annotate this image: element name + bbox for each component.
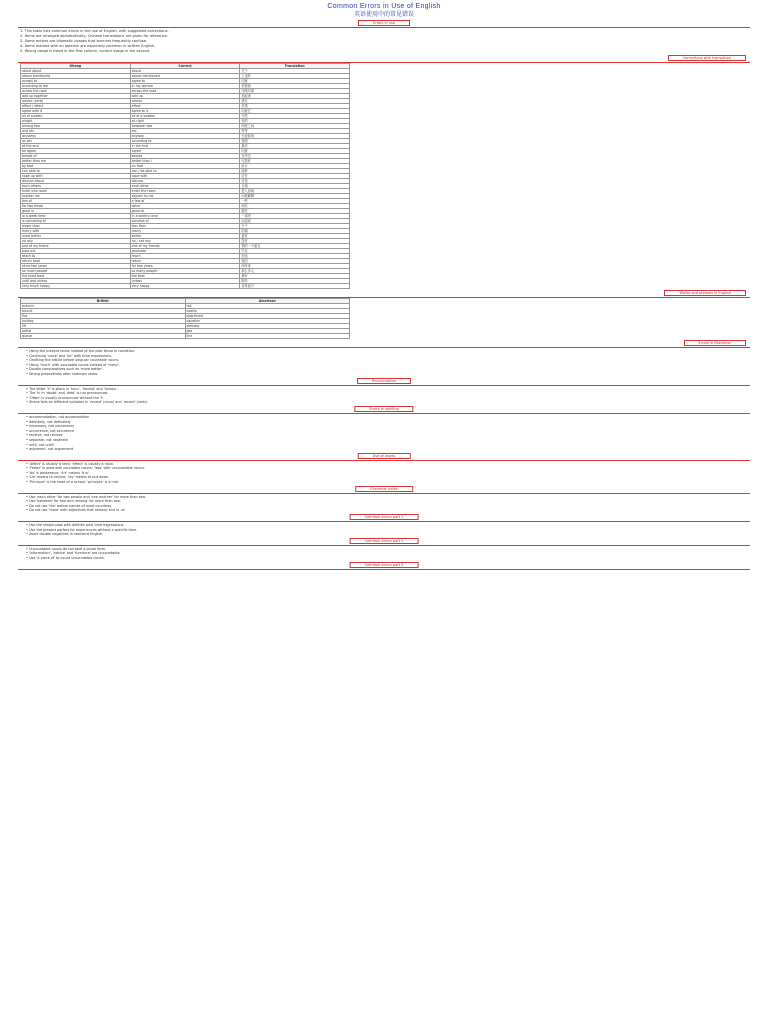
list-item: • 'Lie' means to recline; 'lay' means to put down. (26, 475, 744, 480)
document-subtitle: 英语使用中的常见错误 (353, 11, 414, 18)
table-cell: 突然 (240, 114, 350, 119)
table-cell: explain to me (130, 194, 240, 199)
table-cell: graduate (130, 249, 240, 254)
document-title: Common Errors in Use of English (327, 3, 441, 10)
table-cell: 向我解释 (240, 194, 350, 199)
notes-list (26, 547, 744, 561)
section-label: Errors in spelling (354, 406, 413, 412)
errors-table (20, 63, 350, 289)
table-cell: cope with (130, 174, 240, 179)
list-item: • Confusing 'since' and 'for' with time expressions. (26, 354, 744, 359)
list-item: • Uncountable nouns do not take a plural form. (26, 547, 744, 552)
intro-line: 4. Items marked with an asterisk are especially common in written English. (20, 44, 156, 48)
usage-table (20, 298, 350, 339)
section-label: Common errors part 2 (350, 538, 419, 544)
table-cell: agree (130, 149, 240, 154)
section-bar-part3 (18, 562, 750, 570)
table-cell: 等等 (240, 129, 350, 134)
table-cell: cope up with (21, 174, 131, 179)
section-bar-errors (18, 20, 750, 28)
table-cell: good in (21, 209, 131, 214)
table-cell: accept to (21, 79, 131, 84)
list-item: • Use 'between' for two and 'among' for more than two. (26, 499, 744, 504)
list-item: • Do not use 'more' with adjectives that already end in -er. (26, 508, 744, 513)
table-cell: in a week's time (130, 214, 240, 219)
table-cell: few of (21, 199, 131, 204)
table-cell: no any (21, 239, 131, 244)
table-cell: 少于 (240, 224, 350, 229)
table-cell: elevator (185, 324, 350, 329)
table-cell: very much happy (21, 284, 131, 289)
table-cell: anyways (21, 134, 131, 139)
spelling-list (26, 415, 744, 452)
table-cell: twice (130, 204, 240, 209)
column-header: Translation (240, 64, 350, 69)
list-item: • occurrence, not occurence (26, 429, 744, 434)
table-cell: enter into room (21, 189, 131, 194)
list-item: • Use 'a piece of' to count uncountable nouns. (26, 556, 744, 561)
section-label: Common errors part 1 (350, 514, 419, 520)
table-cell: on foot (130, 164, 240, 169)
table-cell: each other (130, 184, 240, 189)
table-cell: gas (185, 329, 350, 334)
table-cell: reach to (21, 254, 131, 259)
table-cell: 上述的 (240, 74, 350, 79)
table-cell: autumn (21, 304, 186, 309)
table-cell: add up together (21, 94, 131, 99)
table-cell: according to (130, 139, 240, 144)
table-cell: 好的 (240, 119, 350, 124)
section-label: Pronunciation (357, 378, 411, 384)
table-cell: agree to (130, 79, 240, 84)
table-cell: 同意 (240, 79, 350, 84)
section-label: Corrections with translation (668, 55, 746, 61)
table-cell: explain me (21, 194, 131, 199)
notes-list (26, 495, 744, 513)
column-header: Wrong (21, 64, 131, 69)
table-cell: so much people (21, 269, 131, 274)
table-cell: return back (21, 259, 131, 264)
table-cell: discuss (130, 179, 240, 184)
section-bar-pronunciation (18, 378, 750, 386)
table-cell: between two (130, 124, 240, 129)
table-cell: etc. (130, 129, 240, 134)
table-cell: advice (verb) (21, 99, 131, 104)
table-cell: line (185, 334, 350, 339)
column-header: American (185, 299, 350, 304)
table-cell: all of sudden (21, 114, 131, 119)
table-cell: 能够 (240, 169, 350, 174)
list-item: • until, not untill (26, 443, 744, 448)
table-cell: 那么多人 (240, 269, 350, 274)
table-cell: discuss about (21, 179, 131, 184)
table-cell: a few of (130, 199, 240, 204)
table-cell: in a week time (21, 214, 131, 219)
table-cell: effect (130, 104, 240, 109)
document-header (0, 0, 768, 19)
table-cell: better than I (130, 159, 240, 164)
table-cell: biscuit (21, 309, 186, 314)
section-bar-notes (18, 486, 750, 494)
pronunciation-list (26, 387, 744, 405)
table-cell: 关于 (240, 69, 350, 74)
list-item: • Stress falls on different syllables in 'record' (noun) and 'record' (verb). (26, 400, 744, 405)
table-cell: 到达 (240, 254, 350, 259)
table-cell: 没有 (240, 239, 350, 244)
table-cell: lift (21, 324, 186, 329)
list-item: • argument, not arguement (26, 447, 744, 452)
section-bar-use-of-words (18, 453, 750, 461)
table-cell: 毕业 (240, 249, 350, 254)
table-header-row (21, 64, 350, 69)
table-cell: 步行 (240, 164, 350, 169)
table-cell: can / be able to (130, 169, 240, 174)
table-cell: be agree (21, 149, 131, 154)
table-cell: agree to it (130, 109, 240, 114)
words-list (26, 462, 744, 485)
section-bar-words (18, 290, 750, 298)
table-row (21, 334, 350, 339)
table-cell: across the road (130, 89, 240, 94)
table-cell: 按照 (240, 139, 350, 144)
list-item: • Using 'much' with countable nouns instead of 'many'. (26, 363, 744, 368)
table-cell: petrol (21, 329, 186, 334)
table-cell: beside of (21, 154, 131, 159)
section-label: Common errors part 3 (350, 562, 419, 568)
table-cell: beside (130, 154, 240, 159)
table-cell: 我的一个朋友 (240, 244, 350, 249)
table-cell: 进入房间 (240, 189, 350, 194)
table-cell: consists of (130, 219, 240, 224)
table-cell: 同意它 (240, 109, 350, 114)
list-item: • Using the present tense instead of the past tense in narration. (26, 349, 744, 354)
table-cell: fall (185, 304, 350, 309)
list-item: • necessary, not neccessary (26, 424, 744, 429)
table-cell: one of my friend (21, 244, 131, 249)
list-item: • separate, not seperate (26, 438, 744, 443)
column-header: British (21, 299, 186, 304)
table-cell: since two years (21, 264, 131, 269)
list-item: • The 'b' in 'doubt' and 'debt' is not pronounced. (26, 391, 744, 396)
table-cell: 互相 (240, 184, 350, 189)
intro-line: 2. Items are arranged alphabetically; Chinese translations are given for reference. (20, 34, 168, 38)
table-cell: 非常高兴 (240, 284, 350, 289)
table-cell: 返回 (240, 259, 350, 264)
table-cell: pass out (21, 249, 131, 254)
notes-list (26, 523, 744, 537)
table-cell: about (130, 69, 240, 74)
list-item: • definitely, not definately (26, 420, 744, 425)
list-item: • Avoid double negatives in standard English. (26, 532, 744, 537)
list-item: • 'Information', 'advice' and 'furniture' are uncountable. (26, 551, 744, 556)
table-cell: in my opinion (130, 84, 240, 89)
list-item: • Use 'each other' for two people and 'one another' for more than two. (26, 495, 744, 500)
table-cell: 无论如何 (240, 134, 350, 139)
table-cell: reach (130, 254, 240, 259)
table-cell: add up (130, 94, 240, 99)
table-cell: affect / effect (21, 104, 131, 109)
table-cell: apartment (185, 314, 350, 319)
table-cell: 应付 (240, 174, 350, 179)
table-cell: queue (21, 334, 186, 339)
table-row (21, 284, 350, 289)
table-cell: 结婚 (240, 229, 350, 234)
table-cell: 效果 (240, 104, 350, 109)
table-cell: 一周内 (240, 214, 350, 219)
table-cell: 除非 (240, 279, 350, 284)
table-cell: 两者之间 (240, 124, 350, 129)
list-item: • Use the simple past with definite past time expressions. (26, 523, 744, 528)
grammar-list (26, 349, 744, 377)
table-cell: 依我看 (240, 84, 350, 89)
table-cell: the best (130, 274, 240, 279)
table-cell: among two (21, 124, 131, 129)
table-cell: anyway (130, 134, 240, 139)
list-item: • Omitting the article before singular countable nouns. (26, 358, 744, 363)
section-label: Errors in Grammar (684, 340, 746, 346)
table-cell: 建议 (240, 99, 350, 104)
table-cell: flat (21, 314, 186, 319)
table-cell: is consisting of (21, 219, 131, 224)
table-cell: 同意 (240, 149, 350, 154)
table-cell: so many people (130, 269, 240, 274)
intro-line: 3. Some entries are idiomatic usages that learners frequently confuse. (20, 39, 148, 43)
list-item: • 'Fewer' is used with countable nouns; 'less' with uncountable nouns. (26, 466, 744, 471)
table-cell: each others (21, 184, 131, 189)
table-cell: 在旁边 (240, 154, 350, 159)
table-cell: agree with it (21, 109, 131, 114)
list-item: • 'Its' is possessive; 'it's' means 'it is'. (26, 471, 744, 476)
section-label: Words and phrases in English (664, 290, 746, 296)
section-label: Use of words (358, 453, 411, 459)
section-bar-corrections (18, 55, 750, 63)
list-item: • 'Often' is usually pronounced without the 't'. (26, 396, 744, 401)
list-item: • Double comparatives such as 'more better'. (26, 367, 744, 372)
list-item: • accommodation, not accomodation (26, 415, 744, 420)
table-cell: 加起来 (240, 94, 350, 99)
column-header: Correct (130, 64, 240, 69)
table-cell: marry with (21, 229, 131, 234)
table-cell: can able to (21, 169, 131, 174)
intro-notes (20, 29, 748, 54)
table-cell: in the end (130, 144, 240, 149)
list-item: • The letter 'h' is silent in 'hour', 'honest' and 'honour'. (26, 387, 744, 392)
table-cell: 两次 (240, 204, 350, 209)
table-cell: according to me (21, 84, 131, 89)
table-cell: return (130, 259, 240, 264)
table-cell: the most best (21, 274, 131, 279)
table-cell: vacation (185, 319, 350, 324)
section-bar-part1 (18, 514, 750, 522)
table-cell: 一些 (240, 199, 350, 204)
table-cell: across the road (21, 89, 131, 94)
table-cell: no / not any (130, 239, 240, 244)
table-cell: at the end (21, 144, 131, 149)
table-cell: 擅长 (240, 209, 350, 214)
section-bar-part2 (18, 538, 750, 546)
table-cell: 比我好 (240, 159, 350, 164)
table-cell: unless (130, 279, 240, 284)
table-cell: enter the room (130, 189, 240, 194)
table-cell: lesser than (21, 224, 131, 229)
list-item: • Use the present perfect for experiences without a specific time. (26, 528, 744, 533)
list-item: • Wrong prepositions after common verbs. (26, 372, 744, 377)
list-item: • Do not use 'the' before names of most countries. (26, 504, 744, 509)
list-item: • 'Principal' is the head of a school; 'principle' is a rule. (26, 480, 744, 485)
table-cell: alright (21, 119, 131, 124)
list-item: • 'Affect' is usually a verb; 'effect' is usually a noun. (26, 462, 744, 467)
table-cell: for two times (21, 204, 131, 209)
table-cell: for two years (130, 264, 240, 269)
section-label: Errors in use (358, 20, 410, 26)
table-cell: all right (130, 119, 240, 124)
section-bar-spelling (18, 406, 750, 414)
table-cell: all of a sudden (130, 114, 240, 119)
table-cell: 讨论 (240, 179, 350, 184)
table-cell: very happy (130, 284, 240, 289)
table-cell: 两年来 (240, 264, 350, 269)
table-cell: cookie (185, 309, 350, 314)
list-item: • receive, not recieve (26, 433, 744, 438)
table-cell: 由组成 (240, 219, 350, 224)
section-bar-grammar (18, 340, 750, 348)
table-cell: 更好 (240, 234, 350, 239)
intro-line: 5. Wrong usage is listed in the first column, correct usage in the second. (20, 49, 151, 53)
table-cell: better (130, 234, 240, 239)
table-cell: until and unless (21, 279, 131, 284)
table-cell: better than me (21, 159, 131, 164)
table-cell: and etc. (21, 129, 131, 134)
table-cell: 最后 (240, 144, 350, 149)
table-cell: less than (130, 224, 240, 229)
table-cell: holiday (21, 319, 186, 324)
table-cell: 马路对面 (240, 89, 350, 94)
intro-line: 1. This table lists common errors in the use of English, with suggested corrections. (20, 29, 169, 33)
table-cell: as per (21, 139, 131, 144)
table-cell: about about (21, 69, 131, 74)
table-cell: above-mentioned (130, 74, 240, 79)
table-cell: above mentioned (21, 74, 131, 79)
table-cell: more better (21, 234, 131, 239)
table-cell: by foot (21, 164, 131, 169)
table-cell: one of my friends (130, 244, 240, 249)
table-cell: advise (130, 99, 240, 104)
table-cell: 最好 (240, 274, 350, 279)
section-label: Grammar notes (355, 486, 413, 492)
table-cell: good at (130, 209, 240, 214)
table-cell: marry (130, 229, 240, 234)
